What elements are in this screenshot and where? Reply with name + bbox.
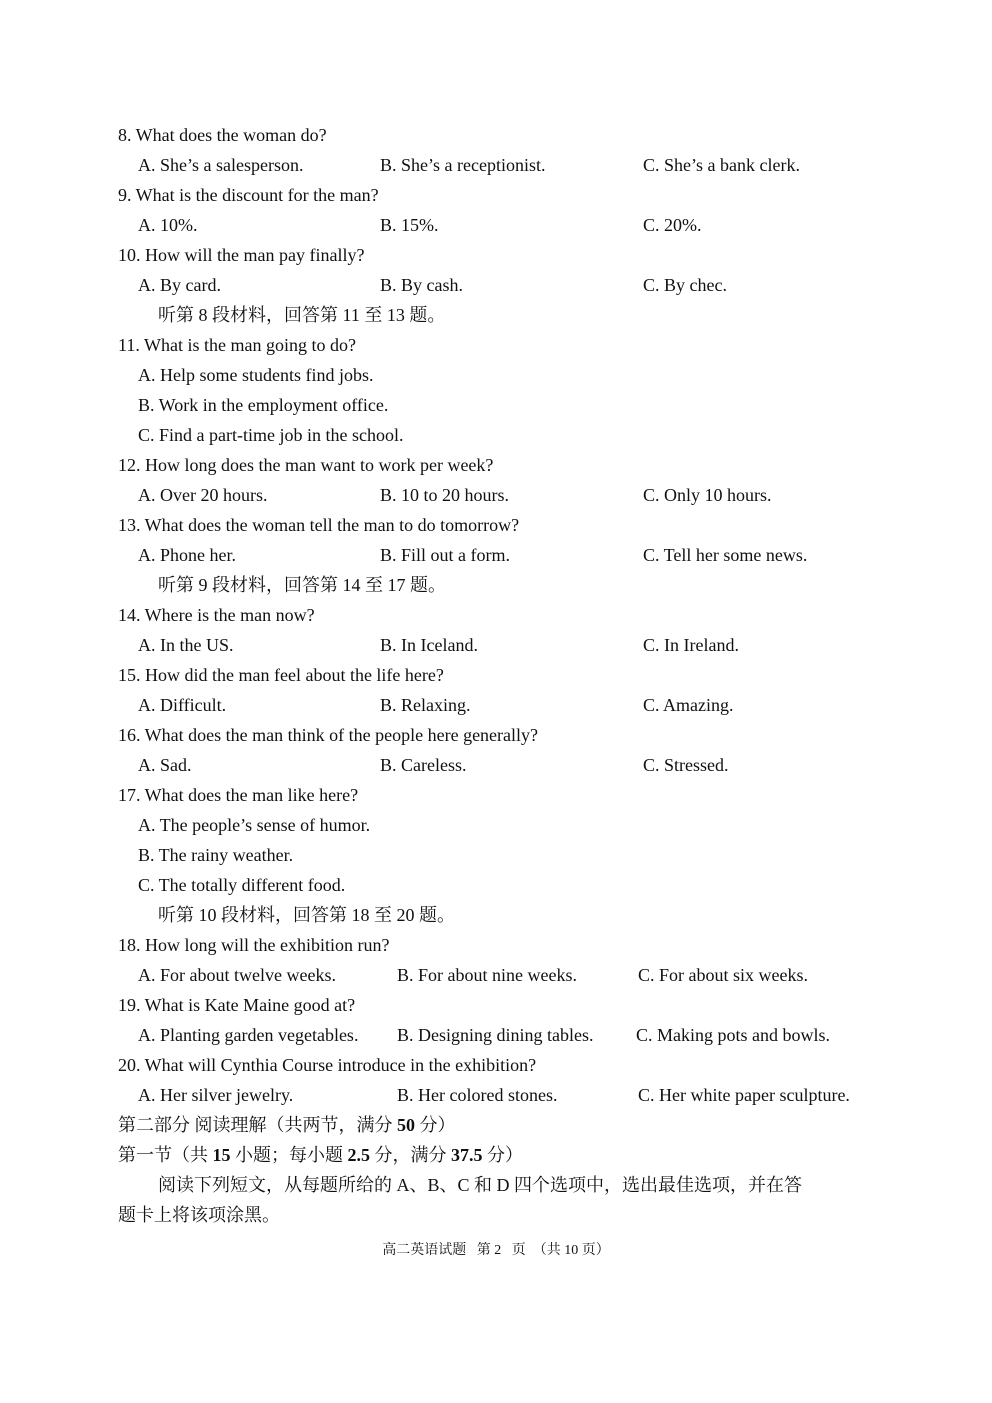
option-line: A. Help some students find jobs. — [138, 365, 374, 385]
question-stem: 11. What is the man going to do? — [118, 335, 356, 355]
option-c: C. Making pots and bowls. — [636, 1025, 831, 1045]
reading-instruction-line1: 阅读下列短文，从每题所给的 A、B、C 和 D 四个选项中，选出最佳选项，并在答 — [158, 1175, 803, 1195]
listening-instruction: 听第 10 段材料，回答第 18 至 20 题。 — [158, 905, 455, 925]
option-b: B. For about nine weeks. — [397, 965, 577, 985]
option-c: C. By chec. — [643, 275, 727, 295]
option-c: C. Her white paper sculpture. — [638, 1085, 850, 1105]
option-line: C. The totally different food. — [138, 875, 346, 895]
question-stem: 14. Where is the man now? — [118, 605, 315, 625]
option-c: C. For about six weeks. — [638, 965, 808, 985]
option-line: C. Find a part-time job in the school. — [138, 425, 404, 445]
section1-heading-mid2: 分，满分 — [370, 1145, 451, 1165]
option-a: A. She’s a salesperson. — [138, 155, 304, 175]
section1-total-score: 37.5 — [451, 1145, 483, 1165]
option-line: A. The people’s sense of humor. — [138, 815, 371, 835]
question-stem: 15. How did the man feel about the life here? — [118, 665, 444, 685]
option-b: B. Fill out a form. — [380, 545, 510, 565]
option-line: B. The rainy weather. — [138, 845, 294, 865]
reading-instruction-line2: 题卡上将该项涂黑。 — [118, 1205, 280, 1225]
section1-each-score: 2.5 — [347, 1145, 370, 1165]
section1-heading-text: 第一节（共 — [118, 1145, 213, 1165]
question-stem: 19. What is Kate Maine good at? — [118, 995, 356, 1015]
option-a: A. Difficult. — [138, 695, 227, 715]
option-a: A. Her silver jewelry. — [138, 1085, 294, 1105]
question-stem: 18. How long will the exhibition run? — [118, 935, 390, 955]
option-a: A. For about twelve weeks. — [138, 965, 336, 985]
option-b: B. She’s a receptionist. — [380, 155, 546, 175]
section1-heading-mid: 小题；每小题 — [230, 1145, 348, 1165]
option-b: B. Relaxing. — [380, 695, 471, 715]
listening-instruction: 听第 9 段材料，回答第 14 至 17 题。 — [158, 575, 446, 595]
option-a: A. By card. — [138, 275, 221, 295]
question-stem: 16. What does the man think of the people here generally? — [118, 725, 539, 745]
option-c: C. Only 10 hours. — [643, 485, 772, 505]
option-c: C. 20%. — [643, 215, 702, 235]
section1-heading-end: 分） — [482, 1145, 523, 1165]
option-b: B. 15%. — [380, 215, 439, 235]
option-b: B. By cash. — [380, 275, 463, 295]
page-footer: 高二英语试题 第 2 页 （共 10 页） — [382, 1243, 610, 1258]
option-a: A. In the US. — [138, 635, 234, 655]
option-c: C. Stressed. — [643, 755, 729, 775]
option-b: B. Designing dining tables. — [397, 1025, 594, 1045]
option-a: A. Over 20 hours. — [138, 485, 268, 505]
option-c: C. In Ireland. — [643, 635, 739, 655]
part2-heading — [118, 1110, 456, 1140]
question-stem: 17. What does the man like here? — [118, 785, 359, 805]
option-a: A. Phone her. — [138, 545, 236, 565]
option-b: B. 10 to 20 hours. — [380, 485, 510, 505]
question-stem: 8. What does the woman do? — [118, 125, 327, 145]
part2-score: 50 — [397, 1115, 415, 1135]
option-c: C. She’s a bank clerk. — [643, 155, 800, 175]
part2-heading-end: 分） — [415, 1115, 456, 1135]
option-a: A. 10%. — [138, 215, 198, 235]
section1-heading — [118, 1140, 523, 1170]
option-b: B. In Iceland. — [380, 635, 478, 655]
listening-instruction: 听第 8 段材料，回答第 11 至 13 题。 — [158, 305, 446, 325]
question-stem: 10. How will the man pay finally? — [118, 245, 365, 265]
question-stem: 9. What is the discount for the man? — [118, 185, 379, 205]
option-b: B. Her colored stones. — [397, 1085, 558, 1105]
option-a: A. Planting garden vegetables. — [138, 1025, 359, 1045]
question-stem: 12. How long does the man want to work per week? — [118, 455, 494, 475]
question-stem: 20. What will Cynthia Course introduce in the exhibition? — [118, 1055, 537, 1075]
option-b: B. Careless. — [380, 755, 467, 775]
option-c: C. Amazing. — [643, 695, 734, 715]
question-stem: 13. What does the woman tell the man to do tomorrow? — [118, 515, 520, 535]
option-c: C. Tell her some news. — [643, 545, 808, 565]
part2-heading-text: 第二部分 阅读理解（共两节，满分 — [118, 1115, 397, 1135]
option-a: A. Sad. — [138, 755, 192, 775]
option-line: B. Work in the employment office. — [138, 395, 389, 415]
section1-count: 15 — [212, 1145, 231, 1165]
